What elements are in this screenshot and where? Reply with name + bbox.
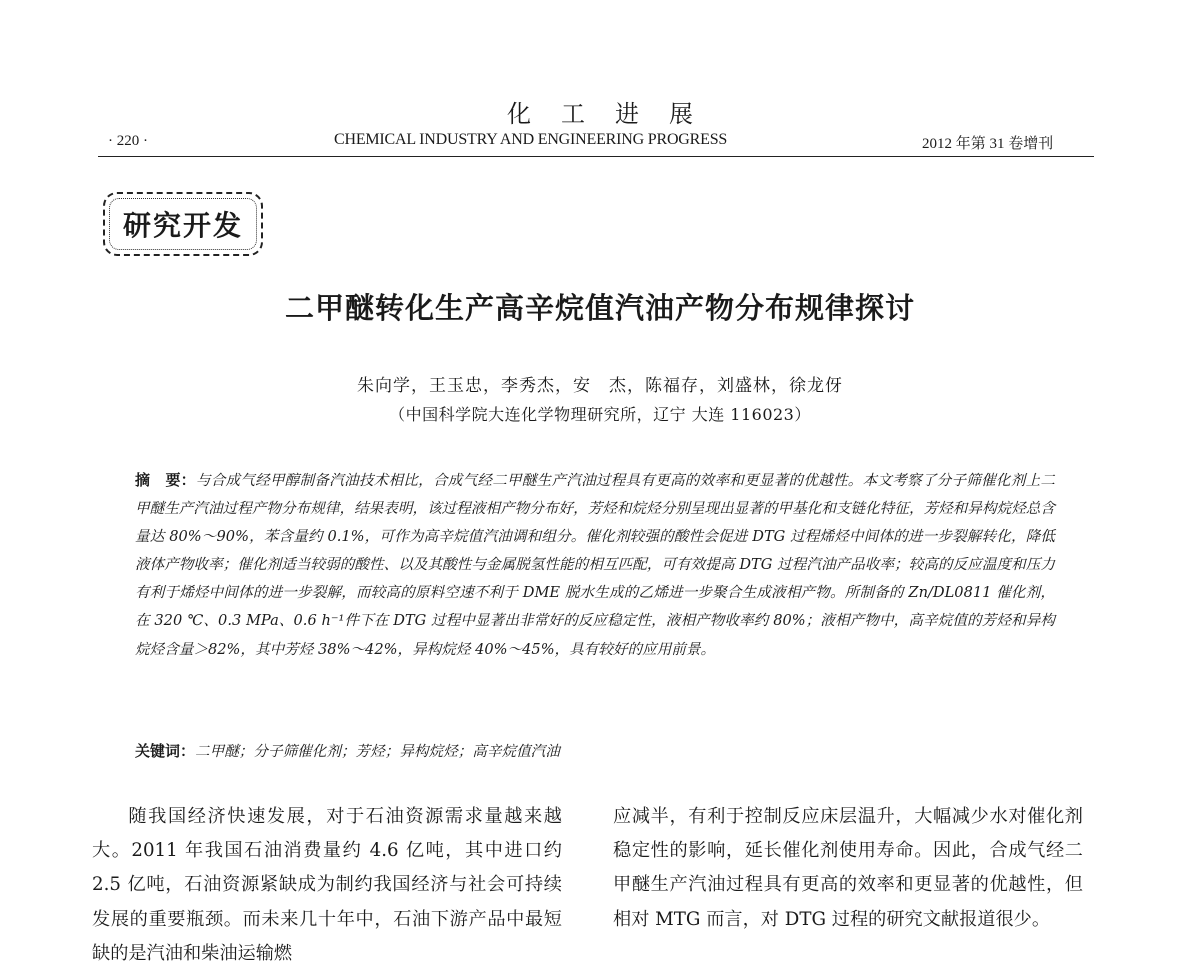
journal-title-cn: 化工进展 [507,100,723,128]
header-rule [98,156,1094,157]
author-list: 朱向学，王玉忠，李秀杰，安 杰，陈福存，刘盛林，徐龙伢 [357,376,843,396]
article-title: 二甲醚转化生产高辛烷值汽油产物分布规律探讨 [284,291,915,325]
body-left-column: 随我国经济快速发展，对于石油资源需求量越来越大。2011 年我国石油消费量约 4.6 亿吨，其中进口约 2.5 亿吨，石油资源紧缺成为制约我国经济与社会可持续发展的重要瓶颈。而未来几十年中，石油下游产品中最短缺的是汽油和柴油运输燃 [92,806,562,964]
keywords-text: 二甲醚；分子筛催化剂；芳烃；异构烷烃；高辛烷值汽油 [195,743,560,760]
issue-info: 2012 年第 31 卷增刊 [922,136,1054,152]
section-stamp-label: 研究开发 [122,209,243,242]
section-stamp [103,192,263,256]
abstract-label: 摘 要： [135,471,196,489]
affiliation: （中国科学院大连化学物理研究所，辽宁 大连 116023） [389,405,811,424]
abstract [135,466,1055,664]
body-right-column: 应减半，有利于控制反应床层温升，大幅减少水对催化剂稳定性的影响，延长催化剂使用寿命。因此，合成气经二甲醚生产汽油过程具有更高的效率和更显著的优越性，但相对 MTG 而言，对 DTG 过程的研究文献报道很少。 [613,806,1083,930]
page-number: · 220 · [108,133,148,149]
journal-title-en: CHEMICAL INDUSTRY AND ENGINEERING PROGRESS [334,131,728,148]
keywords-label: 关键词： [135,742,196,760]
abstract-text: 与合成气经甲醇制备汽油技术相比，合成气经二甲醚生产汽油过程具有更高的效率和更显著的优越性。本文考察了分子筛催化剂上二甲醚生产汽油过程产物分布规律，结果表明，该过程液相产物分布好，芳烃和烷烃分别呈现出显著的甲基化和支链化特征，芳烃和异构烷烃总含量达 80%～90%，苯含量约 0.1%，可作为高辛烷值汽油调和组分。催化剂较强的酸性会促进 DTG 过程烯烃中间体的进一步裂解转化，降低液体产物收率；催化剂适当较弱的酸性、以及其酸性与金属脱氢性能的相互匹配，可有效提高 DTG 过程汽油产品收率；较高的反应温度和压力有利于烯烃中间体的进一步裂解，而较高的原料空速不利于 DME 脱水生成的乙烯进一步聚合生成液相产物。所制备的 Zn/DL0811 催化剂，在 320 ℃、0.3 MPa、0.6 h⁻¹件下在 DTG 过程中显著出非常好的反应稳定性，液相产物收率约 80%；液相产物中，高辛烷值的芳烃和异构烷烃含量＞82%，其中芳烃 38%～42%，异构烷烃 40%～45%，具有较好的应用前景。 [135,472,1055,658]
keywords [135,737,1055,766]
